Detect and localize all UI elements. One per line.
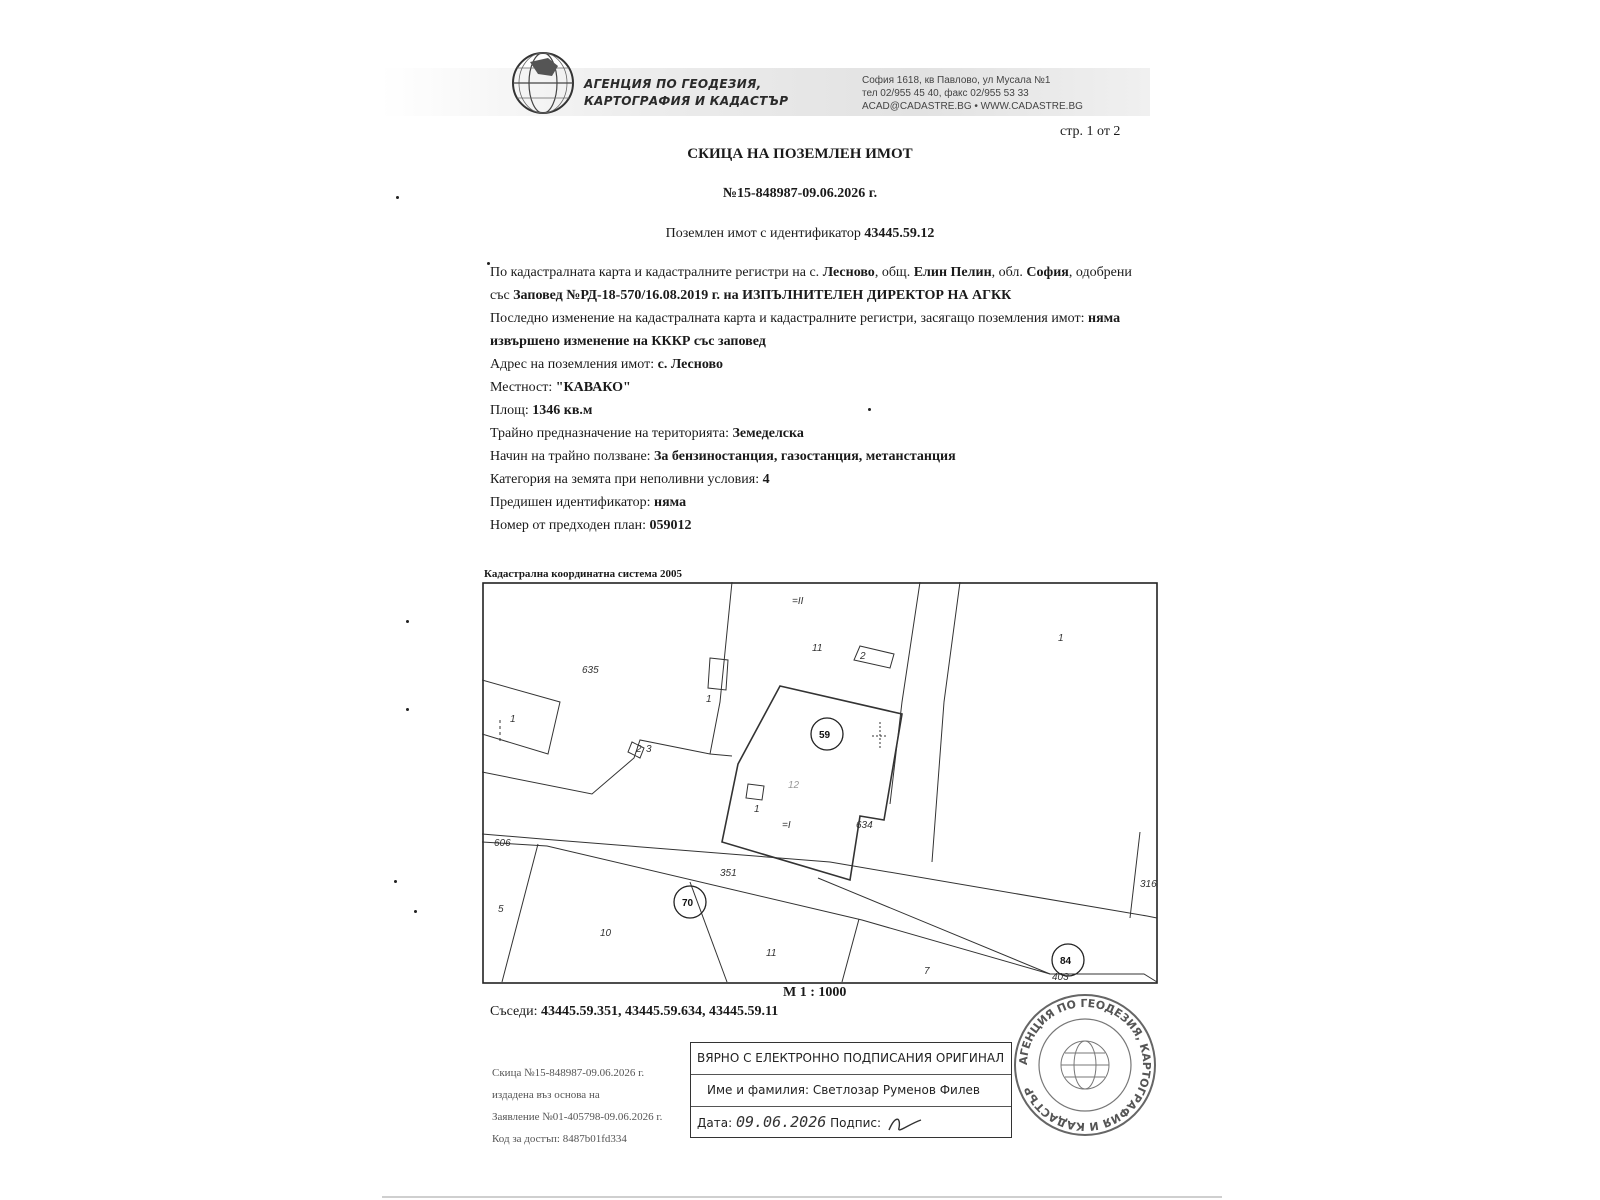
basis-text-3: , обл. [991, 265, 1027, 280]
scan-speck [868, 408, 871, 411]
address-row [490, 353, 1150, 376]
label-b2: 2 [860, 651, 866, 662]
footer-issued-basis: издадена въз основа на [492, 1089, 600, 1101]
date-signature-row [691, 1107, 1011, 1138]
previous-plan-row [490, 514, 1150, 537]
label-403: 403 [1052, 972, 1069, 983]
identifier-value: 43445.59.12 [864, 226, 935, 241]
divider-10-11 [690, 882, 727, 982]
purpose-row [490, 422, 1150, 445]
scan-speck [406, 708, 409, 711]
label-606: 606 [494, 838, 511, 849]
agency-line-2: КАРТОГРАФИЯ И КАДАСТЪР [584, 94, 789, 108]
label-circle-70: 70 [682, 898, 694, 909]
stamp-globe-icon [1061, 1041, 1109, 1089]
label-b1-center: 1 [754, 804, 760, 815]
address-value: с. Лесново [657, 357, 723, 372]
footer-access-code: Код за достъп: 8487b01fd334 [492, 1133, 627, 1145]
previous-plan-label: Номер от предходен план: [490, 518, 650, 533]
usage-label: Начин на трайно ползване: [490, 449, 655, 464]
label-11-bottom: 11 [766, 948, 777, 959]
agency-contact [862, 74, 1083, 113]
basis-order: Заповед №РД-18-570/16.08.2019 г. на ИЗПЪЛНИТЕЛЕН ДИРЕКТОР НА АГКК [513, 288, 1012, 303]
previous-id-label: Предишен идентификатор: [490, 495, 655, 510]
agency-line-1: АГЕНЦИЯ ПО ГЕОДЕЗИЯ, [584, 77, 762, 91]
usage-row [490, 445, 1150, 468]
label-634: 634 [856, 820, 873, 831]
handwritten-signature [885, 1114, 925, 1134]
small-structure-1 [708, 658, 728, 690]
agency-stamp [1010, 990, 1160, 1140]
scan-speck [406, 620, 409, 623]
issuance-footer [492, 1062, 662, 1150]
parcel-635-east [710, 582, 732, 754]
label-5: 5 [498, 904, 504, 915]
label-circle-84: 84 [1060, 956, 1072, 967]
date-value: 09.06.2026 [735, 1113, 827, 1131]
basis-region: София [1026, 265, 1069, 280]
page-number: стр. 1 от 2 [1060, 124, 1121, 139]
label-10: 10 [600, 928, 612, 939]
footer-application: Заявление №01-405798-09.06.2026 г. [492, 1111, 663, 1123]
parcel-1-south [1130, 832, 1140, 918]
date-label: Дата: [697, 1116, 733, 1130]
page-edge-line [382, 1196, 1222, 1198]
parcel-1-west [932, 582, 960, 862]
parcel-12 [722, 686, 902, 880]
stamp-text: АГЕНЦИЯ ПО ГЕОДЕЗИЯ, КАРТОГРАФИЯ И КАДАСТЪР [1016, 996, 1154, 1134]
last-change-row [490, 307, 1150, 353]
address-label: Адрес на поземления имот: [490, 357, 658, 372]
area-value: 1346 кв.м [532, 403, 593, 418]
certifier-name: Име и фамилия: Светлозар Руменов Филев [691, 1075, 1011, 1107]
property-details [490, 261, 1150, 537]
label-b3: 3 [646, 744, 652, 755]
label-7: 7 [924, 966, 930, 977]
locality-label: Местност: [490, 380, 556, 395]
circled-numbers [674, 718, 1084, 976]
signature-label: Подпис: [830, 1116, 882, 1130]
purpose-label: Трайно предназначение на територията: [490, 426, 733, 441]
certification-box [690, 1042, 1012, 1138]
previous-plan-value: 059012 [649, 518, 692, 533]
usage-value: За бензиностанция, газостанция, метанстанция [654, 449, 956, 464]
parcel-11-east [890, 582, 920, 804]
document-number: №15-848987-09.06.2026 г. [722, 186, 878, 201]
neighbors-row [490, 1004, 778, 1020]
basis-text-4: , одобрени със [490, 265, 1132, 303]
label-circle-59: 59 [819, 730, 831, 741]
building-635 [482, 680, 560, 754]
lower-road [818, 878, 1157, 982]
label-635: 635 [582, 665, 599, 676]
neighbors-label: Съседи: [490, 1004, 541, 1019]
label-b1-left: 1 [510, 714, 516, 725]
basis-paragraph [490, 261, 1150, 307]
label-316: 316 [1140, 879, 1157, 890]
previous-id-value: няма [654, 495, 687, 510]
basis-text-1: По кадастралната карта и кадастралните регистри на с. [490, 265, 823, 280]
area-row [490, 399, 1150, 422]
certification-heading: ВЯРНО С ЕЛЕКТРОННО ПОДПИСАНИЯ ОРИГИНАЛ [691, 1043, 1011, 1075]
basis-village: Лесново [822, 265, 875, 280]
label-1-right: 1 [1058, 633, 1064, 644]
category-row [490, 468, 1150, 491]
neighbors-value: 43445.59.351, 43445.59.634, 43445.59.11 [541, 1004, 779, 1019]
map-scale: М 1 : 1000 [783, 985, 847, 1000]
label-11-top: 11 [812, 643, 823, 654]
locality-value: "КАВАКО" [555, 380, 631, 395]
contact-web: ACAD@CADASTRE.BG • WWW.CADASTRE.BG [862, 101, 1083, 112]
label-12: 12 [788, 780, 800, 791]
category-label: Категория на земята при неполивни условия: [490, 472, 763, 487]
agency-name [584, 76, 788, 110]
label-eq2: =II [792, 596, 804, 607]
building-12 [746, 784, 764, 800]
purpose-value: Земеделска [732, 426, 804, 441]
divider-11-7 [842, 919, 859, 982]
globe-logo-icon [508, 48, 578, 118]
locality-row [490, 376, 1150, 399]
category-value: 4 [762, 472, 770, 487]
last-change-value: няма извършено изменение на КККР със заповед [490, 311, 1121, 349]
scan-speck [414, 910, 417, 913]
scan-speck [487, 262, 490, 265]
basis-municipality: Елин Пелин [913, 265, 992, 280]
contact-address: София 1618, кв Павлово, ул Мусала №1 [862, 75, 1051, 86]
contact-phone: тел 02/955 45 40, факс 02/955 53 33 [862, 88, 1029, 99]
label-eq1: =I [782, 820, 791, 831]
label-b1-small: 1 [706, 694, 712, 705]
coordinate-system-label: Кадастрална координатна система 2005 [484, 568, 682, 580]
property-identifier [0, 226, 1600, 242]
document-title: СКИЦА НА ПОЗЕМЛЕН ИМОТ [687, 146, 913, 162]
road-351-edge [482, 834, 1157, 918]
last-change-label: Последно изменение на кадастралната карта и кадастралните регистри, засягащо поземления имот: [490, 311, 1088, 326]
basis-text-2: , общ. [874, 265, 914, 280]
identifier-label: Поземлен имот с идентификатор [665, 226, 861, 241]
footer-sketch-number: Скица №15-848987-09.06.2026 г. [492, 1067, 645, 1079]
previous-id-row [490, 491, 1150, 514]
scan-speck [394, 880, 397, 883]
road-351-north [482, 740, 732, 794]
divider-5-10 [502, 844, 538, 982]
area-label: Площ: [490, 403, 533, 418]
cadastral-map [482, 582, 1158, 984]
cross-mark [872, 722, 888, 748]
parcel-boundaries [482, 582, 1157, 982]
label-b2-left: 2 [636, 744, 642, 755]
label-351: 351 [720, 868, 737, 879]
scan-speck [396, 196, 399, 199]
